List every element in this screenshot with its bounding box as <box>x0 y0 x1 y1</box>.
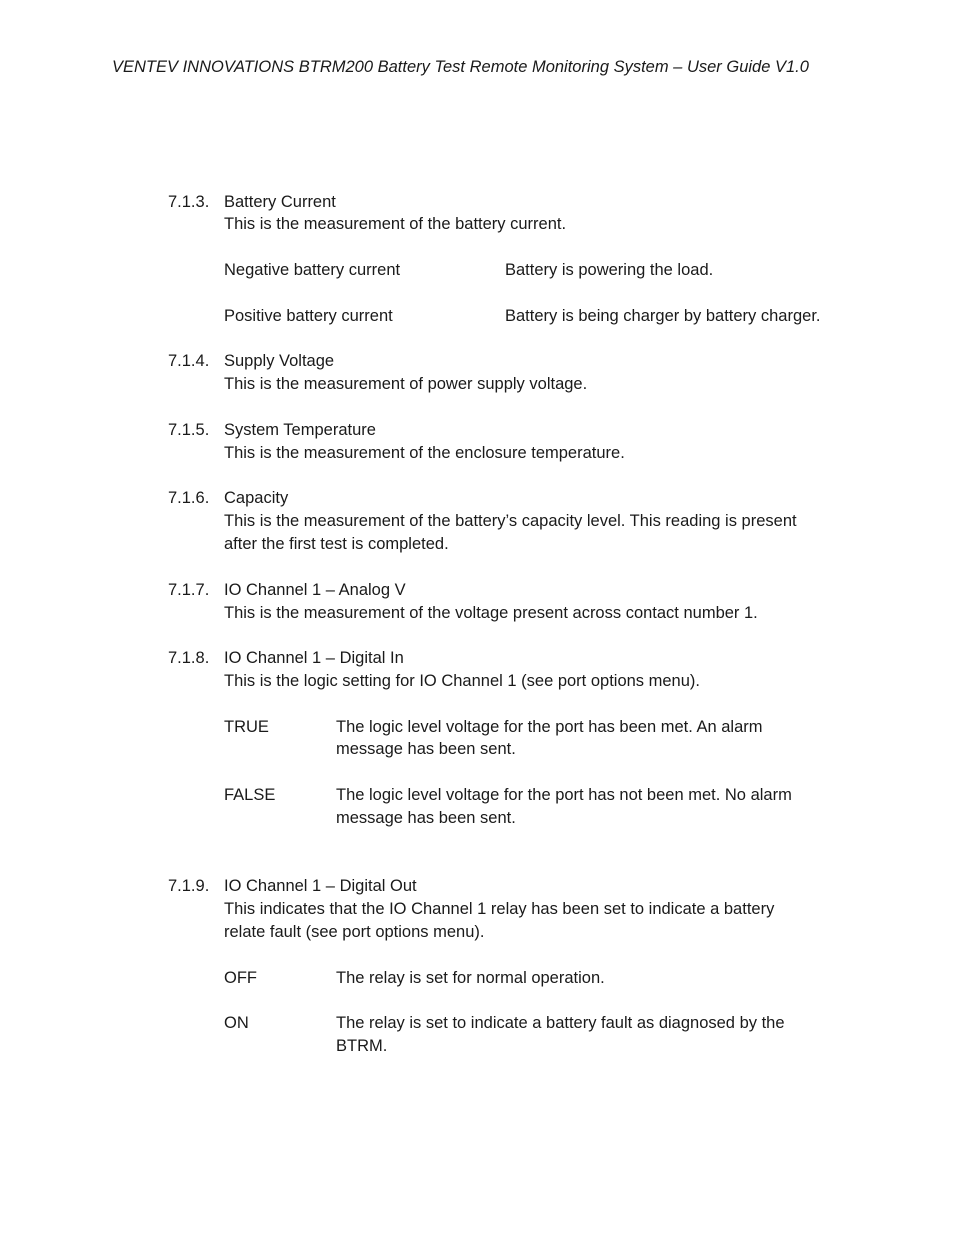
section-description: after the first test is completed. <box>224 535 449 553</box>
section-number: 7.1.9. <box>168 877 210 895</box>
section-number: 7.1.4. <box>168 352 210 370</box>
section-number: 7.1.5. <box>168 421 210 439</box>
section-description: relate fault (see port options menu). <box>224 923 485 941</box>
definition-text: The relay is set to indicate a battery fault as diagnosed by the <box>336 1014 785 1032</box>
section-description: This indicates that the IO Channel 1 relay has been set to indicate a battery <box>224 900 775 918</box>
section-number: 7.1.8. <box>168 649 210 667</box>
definition-term: TRUE <box>224 718 269 736</box>
section-heading: IO Channel 1 – Analog V <box>224 581 406 599</box>
definition-term: ON <box>224 1014 249 1032</box>
definition-text: Battery is powering the load. <box>505 261 714 279</box>
page-header: VENTEV INNOVATIONS BTRM200 Battery Test Remote Monitoring System – User Guide V1.0 <box>112 58 809 76</box>
definition-term: FALSE <box>224 786 276 804</box>
section-description: This is the logic setting for IO Channel 1 (see port options menu). <box>224 672 700 690</box>
definition-term: Negative battery current <box>224 261 401 279</box>
section-description: This is the measurement of the voltage present across contact number 1. <box>224 604 758 622</box>
section-description: This is the measurement of the battery’s capacity level. This reading is present <box>224 512 797 530</box>
section-heading: Supply Voltage <box>224 352 335 370</box>
section-heading: IO Channel 1 – Digital In <box>224 649 404 667</box>
section-heading: System Temperature <box>224 421 376 439</box>
section-heading: Battery Current <box>224 193 336 211</box>
definition-term: Positive battery current <box>224 307 393 325</box>
definition-text: message has been sent. <box>336 809 516 827</box>
definition-text: The logic level voltage for the port has been met. An alarm <box>336 718 763 736</box>
definition-text: Battery is being charger by battery charger. <box>505 307 821 325</box>
definition-text: The logic level voltage for the port has not been met. No alarm <box>336 786 792 804</box>
section-description: This is the measurement of the battery current. <box>224 215 567 233</box>
definition-text: The relay is set for normal operation. <box>336 969 605 987</box>
section-number: 7.1.6. <box>168 489 210 507</box>
definition-text: BTRM. <box>336 1037 388 1055</box>
section-description: This is the measurement of power supply voltage. <box>224 375 588 393</box>
section-number: 7.1.7. <box>168 581 210 599</box>
section-heading: IO Channel 1 – Digital Out <box>224 877 417 895</box>
definition-text: message has been sent. <box>336 740 516 758</box>
section-heading: Capacity <box>224 489 289 507</box>
definition-term: OFF <box>224 969 257 987</box>
section-number: 7.1.3. <box>168 193 210 211</box>
section-description: This is the measurement of the enclosure temperature. <box>224 444 625 462</box>
